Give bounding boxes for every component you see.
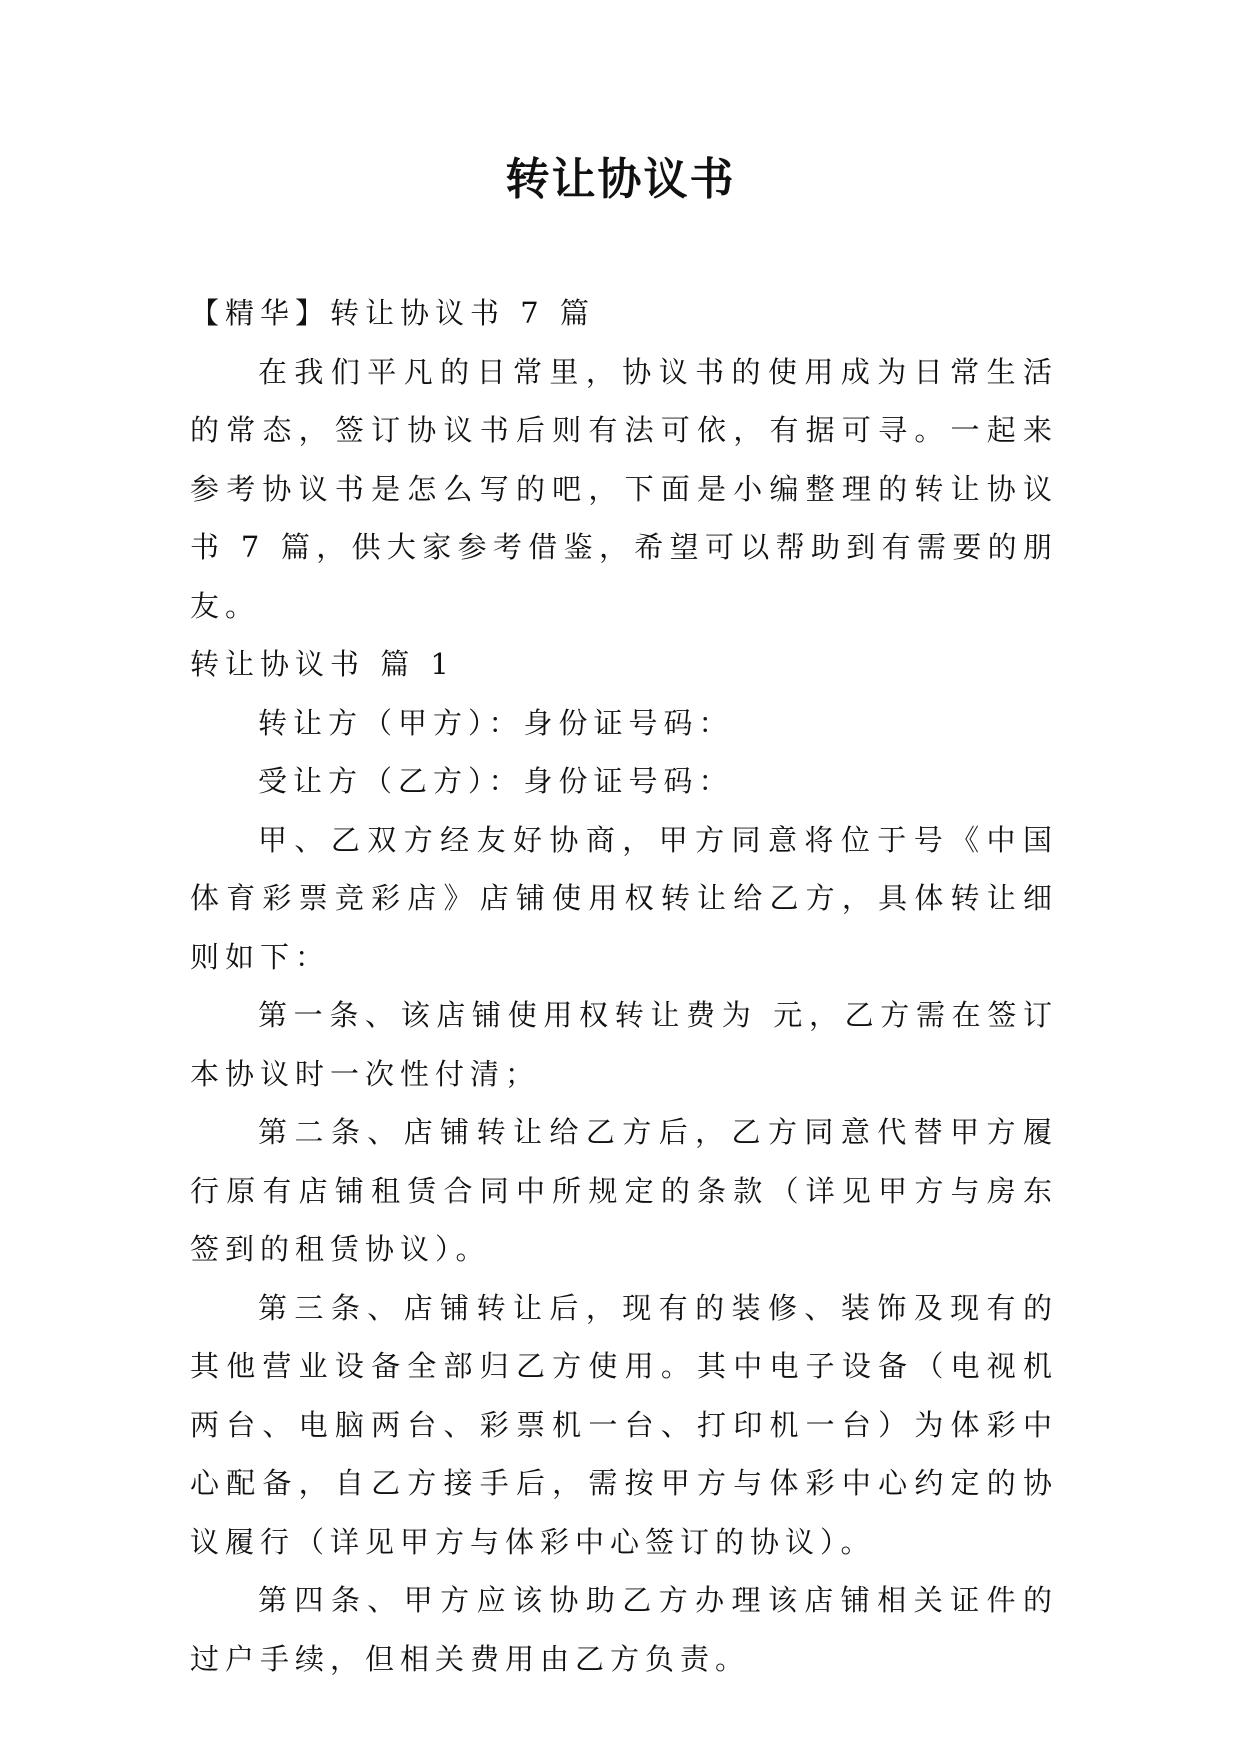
section-heading: 转让协议书 篇 1: [190, 647, 455, 681]
article-1: 第一条、该店铺使用权转让费为 元，乙方需在签订本协议时一次性付清；: [190, 998, 1058, 1091]
article-2: 第二条、店铺转让给乙方后，乙方同意代替甲方履行原有店铺租赁合同中所规定的条款（详见甲方与房东签到的租赁协议）。: [190, 1115, 1058, 1266]
preamble-paragraph: 甲、乙双方经友好协商，甲方同意将位于号《中国体育彩票竞彩店》店铺使用权转让给乙方，具体转让细则如下：: [190, 822, 1058, 974]
transferor-line: 转让方（甲方）：身份证号码：: [258, 705, 734, 740]
article-4: 第四条、甲方应该协助乙方办理该店铺相关证件的过户手续，但相关费用由乙方负责。: [190, 1583, 1058, 1676]
document-title: 转让协议书: [505, 154, 736, 205]
transferee-line: 受让方（乙方）：身份证号码：: [258, 764, 734, 798]
document-body: [190, 284, 1058, 1688]
intro-paragraph: 在我们平凡的日常里，协议书的使用成为日常生活的常态，签订协议书后则有法可依，有据可寻。一起来参考协议书是怎么写的吧，下面是小编整理的转让协议书 7 篇，供大家参考借鉴，希望可以帮助到有需要的朋友。: [190, 354, 1058, 623]
document-subtitle: 【精华】转让协议书 7 篇: [190, 296, 595, 330]
article-3: 第三条、店铺转让后，现有的装修、装饰及现有的其他营业设备全部归乙方使用。其中电子设备（电视机两台、电脑两台、彩票机一台、打印机一台）为体彩中心配备，自乙方接手后，需按甲方与体彩中心约定的协议履行（详见甲方与体彩中心签订的协议）。: [190, 1290, 1058, 1559]
